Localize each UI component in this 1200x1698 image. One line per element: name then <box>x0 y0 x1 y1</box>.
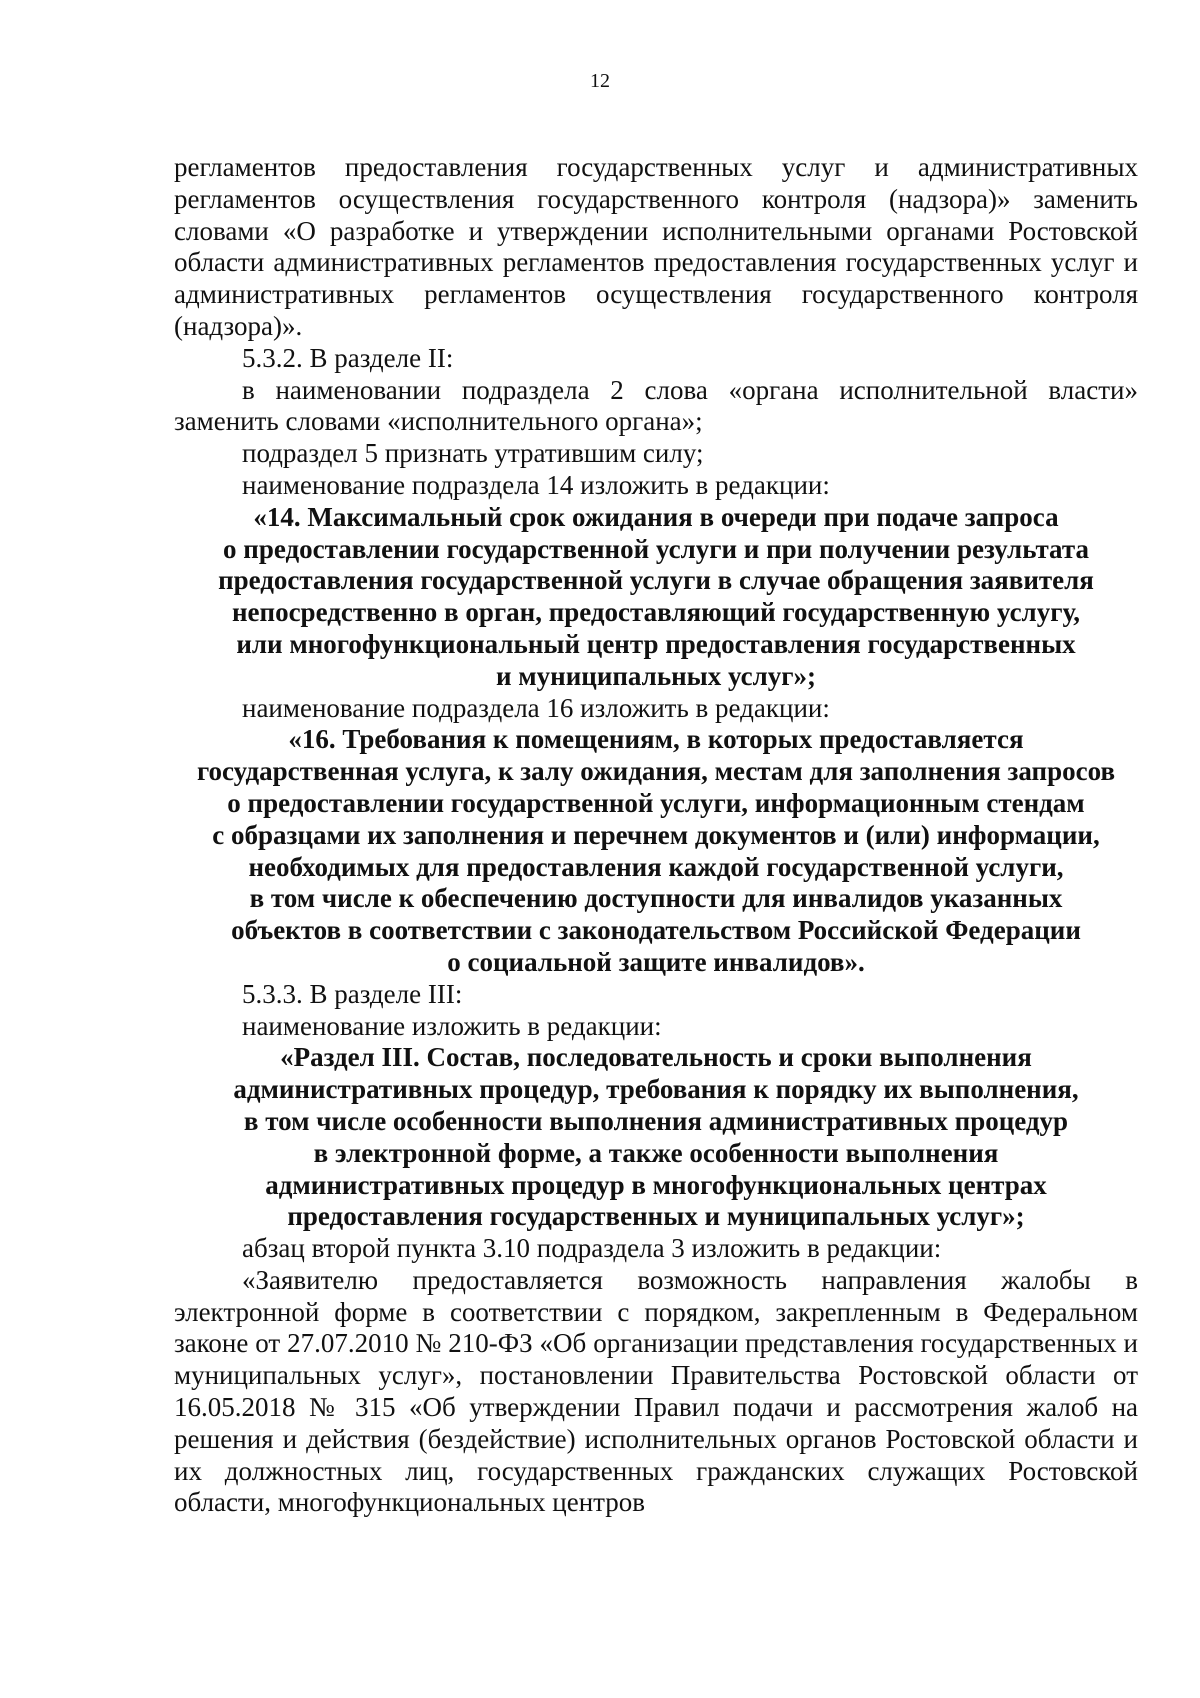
heading-line: предоставления государственных и муниципальных услуг»; <box>287 1201 1025 1232</box>
paragraph: в наименовании подраздела 2 слова «органа исполнительной власти» заменить словами «исполнительного органа»; <box>174 374 1138 437</box>
paragraph: наименование изложить в редакции: <box>242 1010 662 1041</box>
heading-line: о социальной защите инвалидов». <box>447 946 865 977</box>
heading-line: с образцами их заполнения и перечнем документов и (или) информации, <box>212 819 1100 850</box>
subsection-14-heading <box>174 502 1138 693</box>
heading-line: необходимых для предоставления каждой государственной услуги, <box>248 851 1064 882</box>
heading-line: «14. Максимальный срок ожидания в очереди при подаче запроса <box>253 501 1059 532</box>
paragraph: наименование подраздела 14 изложить в редакции: <box>242 469 830 500</box>
heading-line: «16. Требования к помещениям, в которых предоставляется <box>288 724 1024 755</box>
heading-line: или многофункциональный центр предоставления государственных <box>236 628 1076 659</box>
heading-line: административных процедур, требования к порядку их выполнения, <box>233 1074 1079 1105</box>
paragraph: абзац второй пункта 3.10 подраздела 3 изложить в редакции: <box>242 1233 942 1264</box>
paragraph: наименование подраздела 16 изложить в редакции: <box>242 692 830 723</box>
heading-line: предоставления государственной услуги в случае обращения заявителя <box>218 565 1094 596</box>
heading-line: государственная услуга, к залу ожидания, местам для заполнения запросов <box>196 756 1116 787</box>
document-body <box>174 152 1138 1519</box>
subsection-16-heading <box>174 724 1138 978</box>
heading-line: и муниципальных услуг»; <box>495 660 817 691</box>
heading-line: в электронной форме, а также особенности выполнения <box>313 1137 999 1168</box>
heading-line: административных процедур в многофункциональных центрах <box>265 1169 1047 1200</box>
heading-line: в том числе к обеспечению доступности для инвалидов указанных <box>249 883 1063 914</box>
paragraph: 5.3.2. В разделе II: <box>242 342 454 373</box>
heading-line: о предоставлении государственной услуги, информационным стендам <box>227 787 1085 818</box>
page-number: 12 <box>590 70 610 92</box>
heading-line: о предоставлении государственной услуги и при получении результата <box>223 533 1089 564</box>
heading-line: «Раздел III. Состав, последовательность и сроки выполнения <box>280 1042 1032 1073</box>
heading-line: непосредственно в орган, предоставляющий государственную услугу, <box>231 597 1081 628</box>
section-3-heading <box>174 1042 1138 1233</box>
paragraph: 5.3.3. В разделе III: <box>242 978 463 1009</box>
paragraph: регламентов предоставления государственных услуг и административных регламентов осуществления государственного контроля (надзора)» заменить словами «О разработке и утверждении исполнительными органами Ростовской области административных регламентов предоставления государственных услуг и административных регламентов осуществления государственного контроля (надзора)». <box>174 152 1138 341</box>
heading-line: объектов в соответствии с законодательством Российской Федерации <box>231 915 1081 946</box>
heading-line: в том числе особенности выполнения административных процедур <box>243 1105 1069 1136</box>
paragraph: подраздел 5 признать утратившим силу; <box>242 438 704 469</box>
paragraph: «Заявителю предоставляется возможность направления жалобы в электронной форме в соответствии с порядком, закрепленным в Федеральном законе от 27.07.2010 № 210-ФЗ «Об организации представления государственных и муниципальных услуг», постановлении Правительства Ростовской области от 16.05.2018 № 315 «Об утверждении Правил подачи и рассмотрения жалоб на решения и действия (бездействие) исполнительных органов Ростовской области и их должностных лиц, государственных гражданских служащих Ростовской области, многофункциональных центров <box>174 1264 1138 1518</box>
